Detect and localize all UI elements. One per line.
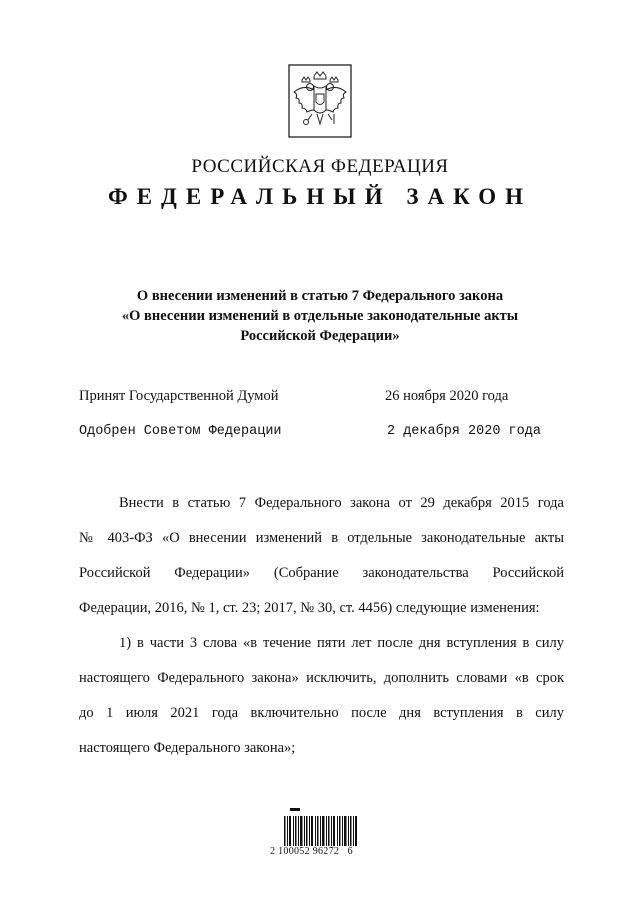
- barcode-number: 2 100052 96272 6: [270, 846, 353, 857]
- text-line: № 403-ФЗ «О внесении изменений в отдельные законодательные акты: [79, 530, 564, 546]
- title-line: Российской Федерации»: [240, 328, 400, 344]
- duma-adoption-label: Принят Государственной Думой: [79, 388, 279, 404]
- law-title: [60, 286, 580, 346]
- item-1-paragraph: [79, 626, 564, 766]
- text-line: Внести в статью 7 Федерального закона от 29 декабря 2015 года: [119, 495, 564, 511]
- text-line: настоящего Федерального закона»;: [79, 740, 296, 756]
- text-line: настоящего Федерального закона» исключить, дополнить словами «в срок: [79, 670, 564, 686]
- russian-coat-of-arms-icon: [288, 64, 352, 138]
- title-line: О внесении изменений в статью 7 Федерального закона: [136, 288, 504, 304]
- text-line: Российской Федерации» (Собрание законодательства Российской: [79, 565, 564, 581]
- title-line: «О внесении изменений в отдельные законодательные акты: [121, 308, 519, 324]
- council-approval-date: 2 декабря 2020 года: [387, 424, 541, 439]
- document-type: ФЕДЕРАЛЬНЫЙ ЗАКОН: [107, 184, 533, 209]
- duma-adoption-date: 26 ноября 2020 года: [385, 388, 509, 404]
- council-approval-label: Одобрен Советом Федерации: [79, 424, 282, 439]
- text-line: Федерации, 2016, № 1, ст. 23; 2017, № 30, ст. 4456) следующие изменения:: [79, 600, 540, 616]
- barcode-icon: [284, 808, 358, 848]
- intro-paragraph: [79, 486, 564, 626]
- text-line: 1) в части 3 слова «в течение пяти лет после дня вступления в силу: [119, 635, 564, 651]
- country-name: РОССИЙСКАЯ ФЕДЕРАЦИЯ: [191, 156, 449, 177]
- text-line: до 1 июля 2021 года включительно после дня вступления в силу: [79, 705, 564, 721]
